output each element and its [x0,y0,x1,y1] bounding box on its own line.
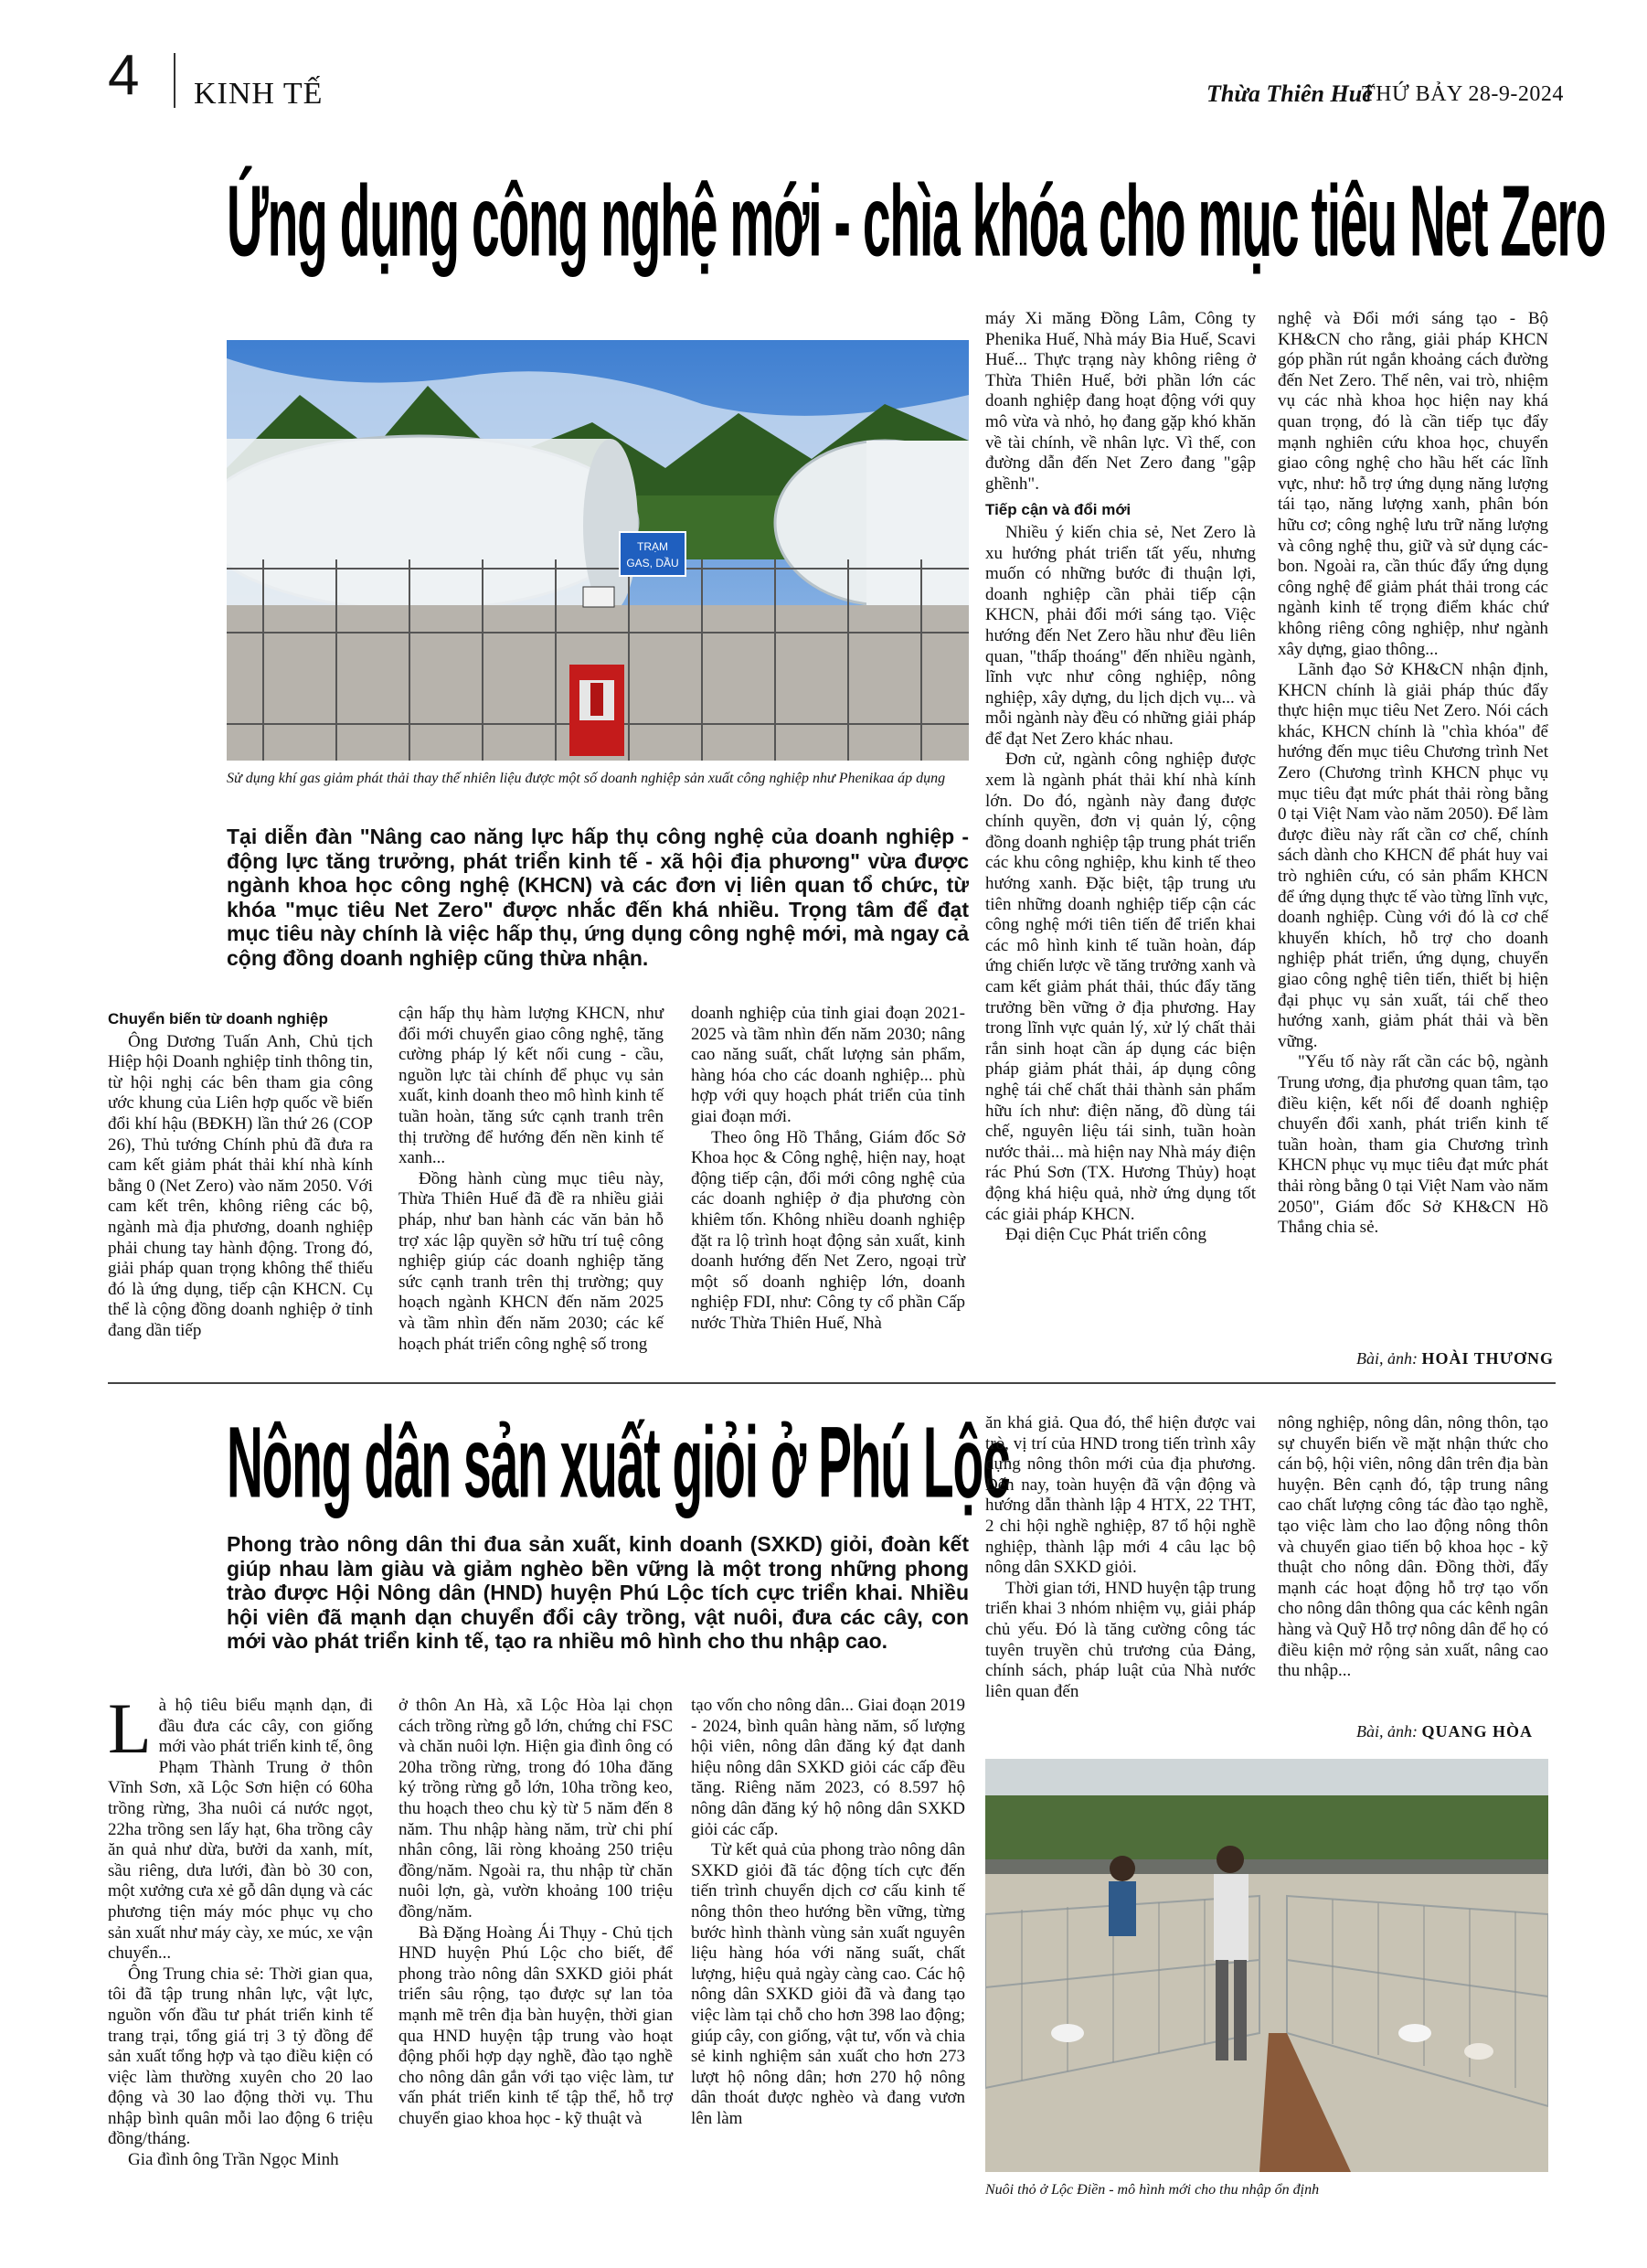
article1-subhead-1: Chuyển biến từ doanh nghiệp [108,1010,328,1028]
article2-paragraph: Bà Đặng Hoàng Ái Thụy - Chủ tịch HND huyện Phú Lộc cho biết, để phong trào nông dân SXKD giỏi phát triển sâu rộng, tạo được sự lan tỏa mạnh mẽ trên địa bàn huyện, thời gian qua HND huyện tập trung vào hoạt động phối hợp dạy nghề, đào tạo nghề cho nông dân gắn với tạo việc làm, tư vấn phát triển kinh tế tập thể, hỗ trợ chuyển giao khoa học - kỹ thuật và [398,1922,673,2128]
article2-photo-caption: Nuôi thỏ ở Lộc Điền - mô hình mới cho thu nhập ổn định [985,2182,1320,2198]
article2-paragraph: à hộ tiêu biểu mạnh dạn, đi đầu đưa các cây, con giống mới vào phát triển kinh tế, ông Phạm Thành Trung ở thôn Vĩnh Sơn, xã Lộc Sơn hiện có 60ha trồng rừng, 3ha nuôi cá nước ngọt, 22ha trồng sen lấy hạt, 6ha trồng cây ăn quả như dừa, bưởi da xanh, mít, sầu riêng, dưa lưới, đàn bò 30 con, một xưởng cưa xẻ gỗ dân dụng và các phương tiện máy móc phục vụ cho sản xuất như máy cày, xe múc, xe vận chuyển... [108,1696,373,1964]
article2-paragraph: tạo vốn cho nông dân... Giai đoạn 2019 - 2024, bình quân hàng năm, số lượng hội viên, nông dân đăng ký đạt danh hiệu nông dân SXKD giỏi các cấp đều tăng. Riêng năm 2023, có 8.597 hộ nông dân đăng ký hộ nông dân SXKD giỏi các cấp. [691,1696,965,1839]
article2-lede: Phong trào nông dân thi đua sản xuất, kinh doanh (SXKD) giỏi, đoàn kết giúp nhau làm giàu và giảm nghèo bền vững là một trong những phong trào được Hội Nông dân (HND) huyện Phú Lộc tích cực triển khai. Nhiều hội viên đã mạnh dạn chuyển đổi cây trồng, vật nuôi, đưa các cây, con mới vào phát triển kinh tế, tạo ra nhiều mô hình cho thu nhập cao. [227,1532,969,1653]
article1-paragraph: Đại diện Cục Phát triển công [1005,1225,1207,1245]
article2-column-3 [691,1696,965,2129]
byline-author: QUANG HÒA [1421,1722,1533,1741]
article1-paragraph: nghệ và Đổi mới sáng tạo - Bộ KH&CN cho rằng, giải pháp KHCN góp phần rút ngắn khoảng cách đường đến Net Zero. Thế nên, vai trò, nhiệm vụ các nhà khoa học hiện nay khá quan trọng, đó là cần tiếp tục đẩy mạnh nghiên cứu khoa học, chuyển giao công nghệ cho hầu hết các lĩnh vực, như: hỗ trợ ứng dụng năng lượng tái tạo, năng lượng xanh, phân bón hữu cơ; công nghệ lưu trữ năng lượng và công nghệ thu, giữ và sử dụng các-bon. Ngoài ra, cần thúc đẩy ứng dụng công nghệ để giảm phát thải trong các ngành kinh tế trọng điểm khác chứ không riêng công nghiệp, như ngành xây dựng, giao thông... [1278,309,1548,659]
article1-paragraph: "Yếu tố này rất cần các bộ, ngành Trung ương, địa phương quan tâm, tạo điều kiện, kết nối để doanh nghiệp chuyển đổi xanh, phát triển kinh tế tuần hoàn, tham gia Chương trình KHCN phục vụ mục tiêu đạt mức phát thải ròng bằng 0 tại Việt Nam vào năm 2050", Giám đốc Sở KH&CN Hồ Thắng chia sẻ. [1278,1052,1548,1238]
section-title: KINH TẾ [194,77,324,111]
article2-paragraph: nông nghiệp, nông dân, nông thôn, tạo sự chuyển biến về mặt nhận thức cho cán bộ, hội viên, nông dân trên địa bàn huyện. Bên cạnh đó, tập trung nâng cao chất lượng công tác đào tạo nghề, tạo việc làm cho lao động nông thôn và chuyển giao tiến bộ khoa học - kỹ thuật cho nông dân. Đồng thời, đẩy mạnh các hoạt động hỗ trợ tạo vốn cho nông dân thông qua các kênh ngân hàng và Quỹ Hỗ trợ nông dân để họ có điều kiện mở rộng sản xuất, nâng cao thu nhập... [1278,1413,1548,1681]
article1-photo [227,340,969,761]
drop-cap: L [108,1688,152,1768]
newspaper-name: Thừa Thiên Huế [1206,80,1373,107]
article2-column-5 [1278,1413,1548,1682]
article-divider [108,1382,1556,1384]
issue-date: THỨ BẢY 28-9-2024 [1362,82,1564,106]
article1-paragraph: Đơn cử, ngành công nghiệp được xem là ngành phát thải khí nhà kính lớn. Do đó, ngành này đang được chính quyền, đơn vị quản lý, cộng đồng doanh nghiệp tập trung phát triển các khu công nghiệp, khu kinh tế theo hướng xanh. Đặc biệt, tập trung ưu tiên những doanh nghiệp tiếp cận các công nghệ mới tiên tiến để triển khai các mô hình kinh tế tuần hoàn, đáp ứng chiến lược về tăng trưởng xanh và cam kết giảm phát thải, thúc đẩy tăng trưởng bền vững ở địa phương. Hay trong lĩnh vực quản lý, xử lý chất thải rắn sinh hoạt cần áp dụng các biện pháp giảm phát thải, áp dụng công nghệ tái chế chất thải thành sản phẩm hữu ích như: điện năng, đồ dùng tái chế, nguyên liệu tái sinh, tuần hoàn nước thải... mà hiện nay Nhà máy điện rác Phú Sơn (TX. Hương Thủy) hoạt động khá hiệu quả, nhờ ứng dụng tốt các giải pháp KHCN. [985,750,1256,1224]
header-divider [174,53,175,108]
article2-column-2 [398,1696,673,2129]
article2-photo [985,1759,1548,2172]
article1-column-3 [691,1004,965,1335]
article1-paragraph: máy Xi măng Đồng Lâm, Công ty Phenika Huế, Nhà máy Bia Huế, Scavi Huế... Thực trạng này không riêng ở Thừa Thiên Huế, bởi phần lớn các doanh nghiệp đang hoạt động với quy mô vừa và nhỏ, họ đang gặp khó khăn về tài chính, về nhân lực. Vì thế, con đường dẫn đến Net Zero đang "gập ghềnh". [985,309,1256,494]
svg-text:GAS, DẦU: GAS, DẦU [626,557,679,570]
page-number: 4 [108,44,140,107]
article1-headline: Ứng dụng công nghệ mới - chìa khóa cho mục tiêu Net Zero [227,165,1606,278]
article1-column-5 [1278,309,1548,1239]
article1-column-2 [398,1004,664,1355]
article1-paragraph: doanh nghiệp của tỉnh giai đoạn 2021-2025 và tầm nhìn đến năm 2030; nâng cao năng suất, chất lượng sản phẩm, hàng hóa cho các doanh nghiệp... phù hợp với quy hoạch phát triển của tỉnh giai đoạn mới. [691,1004,965,1126]
article2-paragraph: ăn khá giả. Qua đó, thể hiện được vai trò, vị trí của HND trong tiến trình xây dựng nông thôn mới của địa phương. Đến nay, toàn huyện đã vận động và hướng dẫn thành lập 4 HTX, 22 THT, 2 chi hội nghề nghiệp, 87 tổ hội nghề nghiệp, thành lập mới 4 câu lạc bộ nông dân SXKD giỏi. [985,1413,1256,1578]
article2-paragraph: Từ kết quả của phong trào nông dân SXKD giỏi đã tác động tích cực đến tiến trình chuyển dịch cơ cấu kinh tế nông thôn theo hướng bền vững, từng bước hình thành vùng sản xuất nguyên liệu hàng hóa với năng suất, chất lượng, hiệu quả ngày càng cao. Các hộ nông dân SXKD giỏi đã và đang tạo việc làm tại chỗ cho hơn 398 lao động; giúp cây, con giống, vật tư, vốn và chia sẻ kinh nghiệm sản xuất cho hơn 273 lượt hộ nông dân; hơn 270 hộ nông dân thoát được nghèo và đang vươn lên làm [691,1840,965,2128]
article2-paragraph: Ông Trung chia sẻ: Thời gian qua, tôi đã tập trung nhân lực, vật lực, nguồn vốn đầu tư phát triển kinh tế trang trại, tổng giá trị 3 tỷ đồng để sản xuất tổng hợp và tạo điều kiện có việc làm thường xuyên cho 20 lao động và 30 lao động thời vụ. Thu nhập bình quân mỗi lao động 6 triệu đồng/tháng. [108,1964,373,2149]
byline-author: HOÀI THƯƠNG [1421,1349,1555,1368]
article2-paragraph: ở thôn An Hà, xã Lộc Hòa lại chọn cách trồng rừng gỗ lớn, chứng chỉ FSC và chăn nuôi lợn. Hiện gia đình ông có 20ha trồng rừng, trong đó 10ha đăng ký trồng rừng gỗ lớn, 10ha trồng keo, thu hoạch theo chu kỳ từ 5 năm đến 8 năm. Thu nhập hàng năm, trừ chi phí nhân công, lãi ròng khoảng 250 triệu đồng/năm. Ngoài ra, thu nhập từ chăn nuôi lợn, gà, vườn khoảng 100 triệu đồng/năm. [398,1696,673,1922]
article2-paragraph: Thời gian tới, HND huyện tập trung triển khai 3 nhóm nhiệm vụ, giải pháp chủ yếu. Đó là tăng cường công tác tuyên truyền chủ trương của Đảng, chính sách, pháp luật của Nhà nước liên quan đến [985,1578,1256,1701]
article1-column-4 [985,309,1256,1246]
article2-paragraph: Gia đình ông Trần Ngọc Minh [128,2150,339,2170]
article1-subhead-2: Tiếp cận và đổi mới [985,501,1132,519]
article2-column-1 [108,1688,373,2171]
article2-headline: Nông dân sản xuất giỏi ở Phú Lộc [227,1407,1010,1519]
gas-station-sign: TRẠM [637,540,668,553]
byline-label: Bài, ảnh: [1356,1349,1418,1368]
byline-label: Bài, ảnh: [1356,1722,1418,1741]
article2-byline [1356,1722,1533,1741]
article1-paragraph: Theo ông Hồ Thắng, Giám đốc Sở Khoa học & Công nghệ, hiện nay, hoạt động tiếp cận, đổi mới công nghệ của các doanh nghiệp ở địa phương còn khiêm tốn. Không nhiều doanh nghiệp đặt ra lộ trình hoạt động sản xuất, kinh doanh hướng đến Net Zero, ngoại trừ một số doanh nghiệp lớn, doanh nghiệp FDI, như: Công ty cổ phần Cấp nước Thừa Thiên Huế, Nhà [691,1127,965,1333]
article1-paragraph: Đồng hành cùng mục tiêu này, Thừa Thiên Huế đã đề ra nhiều giải pháp, như ban hành các văn bản hỗ trợ xác lập quyền sở hữu trí tuệ công nghiệp giúp các doanh nghiệp tăng sức cạnh tranh trên thị trường; quy hoạch ngành KHCN đến năm 2025 và tầm nhìn đến năm 2030; các kế hoạch phát triển công nghệ số trong [398,1168,664,1354]
article1-byline [1356,1349,1554,1368]
article1-photo-caption: Sử dụng khí gas giảm phát thải thay thế nhiên liệu được một số doanh nghiệp sản xuất công nghiệp như Phenikaa áp dụng [227,771,946,786]
article1-paragraph: cận hấp thụ hàm lượng KHCN, như đổi mới chuyển giao công nghệ, tăng cường pháp lý kết nối cung - cầu, nguồn lực tài chính để phục vụ sản xuất, kinh doanh theo mô hình kinh tế tuần hoàn, tăng sức cạnh tranh trên thị trường để hướng đến nền kinh tế xanh... [398,1004,664,1168]
article2-column-4 [985,1413,1256,1702]
article1-lede: Tại diễn đàn "Nâng cao năng lực hấp thụ công nghệ của doanh nghiệp - động lực tăng trưởng, phát triển kinh tế - xã hội địa phương" vừa được ngành khoa học công nghệ (KHCN) và các đơn vị liên quan tổ chức, từ khóa "mục tiêu Net Zero" được nhắc đến khá nhiều. Trọng tâm để đạt mục tiêu này chính là việc hấp thụ, ứng dụng công nghệ mới, mà ngay cả cộng đồng doanh nghiệp cũng thừa nhận. [227,825,969,970]
article1-paragraph: Ông Dương Tuấn Anh, Chủ tịch Hiệp hội Doanh nghiệp tỉnh thông tin, từ hội nghị các bên tham gia công ước khung của Liên hợp quốc về biến đổi khí hậu (BĐKH) lần thứ 26 (COP 26), Thủ tướng Chính phủ đã đưa ra cam kết giảm phát thải khí nhà kính bằng 0 (Net Zero) vào năm 2050. Với cam kết trên, không riêng các bộ, ngành mà địa phương, doanh nghiệp phải chung tay hành động. Trong đó, giải pháp quan trọng không thể thiếu đó là ứng dụng, tiếp cận KHCN. Cụ thể là cộng đồng doanh nghiệp ở tỉnh đang dần tiếp [108,1031,373,1340]
article1-paragraph: Nhiều ý kiến chia sẻ, Net Zero là xu hướng phát triển tất yếu, nhưng muốn có những bước đi thuận lợi, doanh nghiệp cần phải tiếp cận KHCN, phải đổi mới sáng tạo. Việc hướng đến Net Zero hầu như đều liên quan, "thấp thoáng" đến nhiều ngành, lĩnh vực như công nghiệp, nông nghiệp, xây dựng, du lịch dịch vụ... và mỗi ngành này đều có những giải pháp để đạt Net Zero khác nhau. [985,522,1256,749]
article1-paragraph: Lãnh đạo Sở KH&CN nhận định, KHCN chính là giải pháp thúc đẩy thực hiện mục tiêu Net Zero. Nói cách khác, KHCN chính là "chìa khóa" để hướng đến mục tiêu Chương trình Net Zero (Chương trình KHCN phục vụ mục tiêu đạt mức phát thải ròng bằng 0 tại Việt Nam vào năm 2050). Để làm được điều này rất cần cơ chế, chính sách dành cho KHCN để phát huy vai trò nghiên cứu, có sản phẩm KHCN để ứng dụng thực tế vào từng lĩnh vực, doanh nghiệp. Cùng với đó là cơ chế khuyến khích, hỗ trợ cho doanh nghiệp phát triển, ứng dụng, chuyển giao công nghệ tiên tiến, thiết bị hiện đại phục vụ sản xuất, tái chế theo hướng xanh, giảm phát thải và bền vững. [1278,660,1548,1051]
article1-column-1 [108,1004,373,1342]
